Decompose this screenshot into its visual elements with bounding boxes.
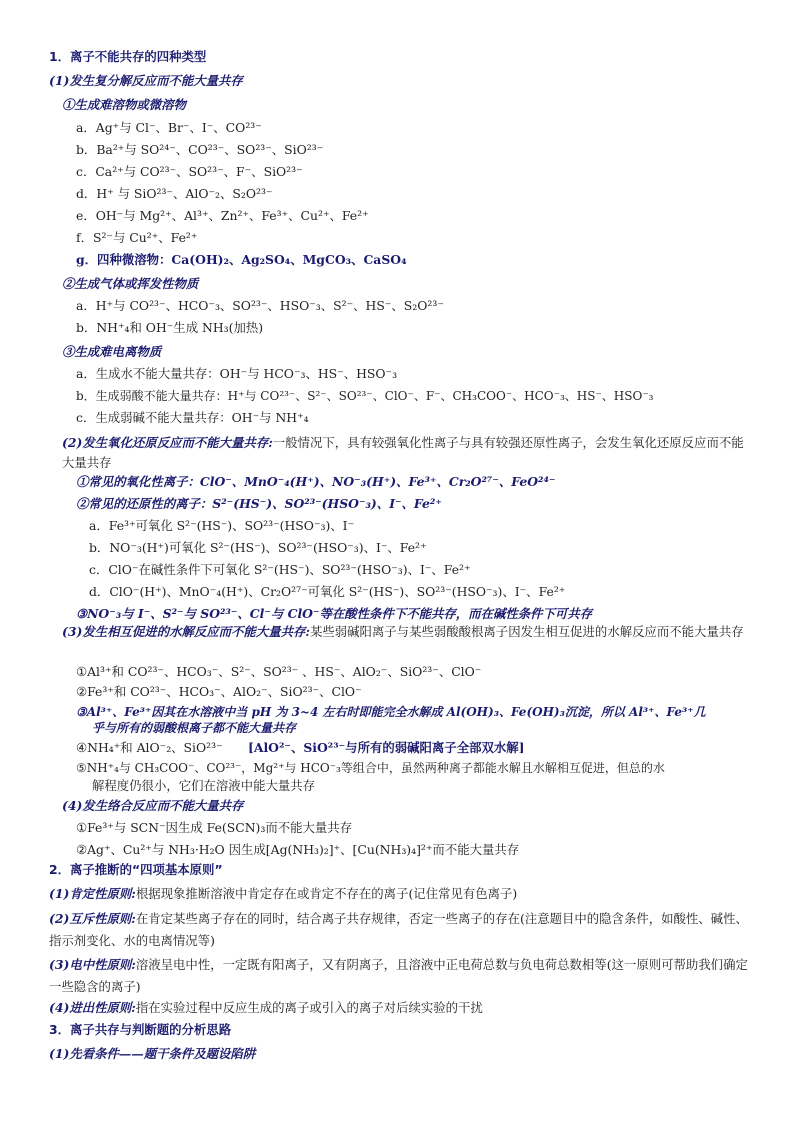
list-item: a．H⁺与 CO²³⁻、HCO⁻₃、SO²³⁻、HSO⁻₃、S²⁻、HS⁻、S₂O²³⁻ <box>76 298 444 313</box>
list-item: e．OH⁻与 Mg²⁺、Al³⁺、Zn²⁺、Fe³⁺、Cu²⁺、Fe²⁺ <box>76 208 369 223</box>
list-item: ②Ag⁺、Cu²⁺与 NH₃·H₂O 因生成[Ag(NH₃)₂]⁺、[Cu(NH₃)₄]²⁺而不能大量共存 <box>76 842 520 857</box>
principle-label: (4)进出性原则: <box>49 1000 136 1015</box>
list-item: f．S²⁻与 Cu²⁺、Fe²⁺ <box>76 230 198 245</box>
note-item: ③NO⁻₃与 I⁻、S²⁻与 SO²³⁻、Cl⁻与 ClO⁻等在酸性条件下不能共存，而在碱性条件下可共存 <box>76 606 593 621</box>
item-1-1-a-heading: ①生成难溶物或微溶物 <box>62 97 186 112</box>
list-item: ⑤NH⁺₄与 CH₃COO⁻、CO²³⁻，Mg²⁺与 HCO⁻₃等组合中，虽然两种离子都能水解且水解相互促进，但总的水 <box>76 761 665 775</box>
subsection-1-3 <box>62 622 752 642</box>
subsection-1-1-heading: (1)发生复分解反应而不能大量共存 <box>49 73 243 88</box>
principle-item <box>49 1000 483 1016</box>
principle-label: (2)互斥性原则: <box>49 911 136 926</box>
item-1-1-c-heading: ③生成难电离物质 <box>62 344 162 359</box>
section-1-heading: 1．离子不能共存的四种类型 <box>49 49 207 64</box>
principle-item <box>49 886 517 902</box>
subsection-3-1-heading: (1)先看条件——题干条件及题设陷阱 <box>49 1046 256 1061</box>
list-item: d．ClO⁻(H⁺)、MnO⁻₄(H⁺)、Cr₂O²⁷⁻可氧化 S²⁻(HS⁻)、SO²³⁻(HSO⁻₃)、I⁻、Fe²⁺ <box>89 584 566 599</box>
list-item: c．Ca²⁺与 CO²³⁻、SO²³⁻、F⁻、SiO²³⁻ <box>76 164 303 179</box>
principle-text: 指在实验过程中反应生成的离子或引入的离子对后续实验的干扰 <box>135 1000 483 1015</box>
list-item: a．Ag⁺与 Cl⁻、Br⁻、I⁻、CO²³⁻ <box>76 120 262 135</box>
list-item-note: [AlO²⁻、SiO²³⁻与所有的弱碱阳离子全部双水解] <box>248 740 525 755</box>
subsection-1-2-text: 一般情况下，具有较强氧化性离子与具有较强还原性离子，会发生氧化还原反应而不能大量共存 <box>62 435 744 470</box>
section-3-heading: 3．离子共存与判断题的分析思路 <box>49 1022 232 1037</box>
principle-item <box>49 954 749 998</box>
list-item: b．Ba²⁺与 SO²⁴⁻、CO²³⁻、SO²³⁻、SiO²³⁻ <box>76 142 324 157</box>
list-item-continued: 解程度仍很小，它们在溶液中能大量共存 <box>92 778 316 793</box>
subsection-1-3-heading: (3)发生相互促进的水解反应而不能大量共存: <box>62 624 310 639</box>
note-item: ③Al³⁺、Fe³⁺因其在水溶液中当 pH 为 3~4 左右时即能完全水解成 Al(OH)₃、Fe(OH)₃沉淀，所以 Al³⁺、Fe³⁺几 <box>76 705 706 719</box>
list-item: a．Fe³⁺可氧化 S²⁻(HS⁻)、SO²³⁻(HSO⁻₃)、I⁻ <box>89 518 355 533</box>
list-item: a．生成水不能大量共存：OH⁻与 HCO⁻₃、HS⁻、HSO⁻₃ <box>76 366 398 381</box>
subsection-1-2 <box>62 433 752 473</box>
list-item: d．H⁺ 与 SiO²³⁻、AlO⁻₂、S₂O²³⁻ <box>76 186 273 201</box>
list-item: ②Fe³⁺和 CO²³⁻、HCO₃⁻、AlO₂⁻、SiO²³⁻、ClO⁻ <box>76 684 362 699</box>
list-item: ①Al³⁺和 CO²³⁻、HCO₃⁻、S²⁻、SO²³⁻ 、HS⁻、AlO₂⁻、SiO²³⁻、ClO⁻ <box>76 664 482 679</box>
principle-text: 溶液呈电中性，一定既有阳离子，又有阴离子，且溶液中正电荷总数与负电荷总数相等(这一原则可帮助我们确定一些隐含的离子) <box>49 957 748 994</box>
principle-item <box>49 908 749 952</box>
principle-text: 根据现象推断溶液中肯定存在或肯定不存在的离子(记住常见有色离子) <box>135 886 518 901</box>
list-item: ②常见的还原性的离子：S²⁻(HS⁻)、SO²³⁻(HSO⁻₃)、I⁻、Fe²⁺ <box>76 496 442 511</box>
list-item: ①Fe³⁺与 SCN⁻因生成 Fe(SCN)₃而不能大量共存 <box>76 820 353 835</box>
principle-text: 在肯定某些离子存在的同时，结合离子共存规律，否定一些离子的存在(注意题目中的隐含条件，如酸性、碱性、指示剂变化、水的电离情况等) <box>49 911 748 948</box>
list-item: ④NH₄⁺和 AlO⁻₂、SiO²³⁻ <box>76 740 223 755</box>
list-item: b．NH⁺₄和 OH⁻生成 NH₃(加热) <box>76 320 264 335</box>
list-item-highlight: g．四种微溶物：Ca(OH)₂、Ag₂SO₄、MgCO₃、CaSO₄ <box>76 252 407 267</box>
list-item: b．生成弱酸不能大量共存：H⁺与 CO²³⁻、S²⁻、SO²³⁻、ClO⁻、F⁻、CH₃COO⁻、HCO⁻₃、HS⁻、HSO⁻₃ <box>76 389 654 403</box>
list-item: c．ClO⁻在碱性条件下可氧化 S²⁻(HS⁻)、SO²³⁻(HSO⁻₃)、I⁻、Fe²⁺ <box>89 562 471 577</box>
subsection-1-3-text: 某些弱碱阳离子与某些弱酸酸根离子因发生相互促进的水解反应而不能大量共存 <box>309 624 744 639</box>
section-2-heading: 2．离子推断的“四项基本原则” <box>49 862 223 877</box>
principle-label: (3)电中性原则: <box>49 957 136 972</box>
note-item-continued: 乎与所有的弱酸根离子都不能大量共存 <box>92 721 297 735</box>
list-item: ①常见的氧化性离子：ClO⁻、MnO⁻₄(H⁺)、NO⁻₃(H⁺)、Fe³⁺、Cr₂O²⁷⁻、FeO²⁴⁻ <box>76 474 556 489</box>
list-item: c．生成弱碱不能大量共存：OH⁻与 NH⁺₄ <box>76 410 309 425</box>
item-1-1-b-heading: ②生成气体或挥发性物质 <box>62 276 199 291</box>
principle-label: (1)肯定性原则: <box>49 886 136 901</box>
list-item: b．NO⁻₃(H⁺)可氧化 S²⁻(HS⁻)、SO²³⁻(HSO⁻₃)、I⁻、Fe²⁺ <box>89 540 427 555</box>
subsection-1-4-heading: (4)发生络合反应而不能大量共存 <box>62 798 244 813</box>
subsection-1-2-heading: (2)发生氧化还原反应而不能大量共存: <box>62 435 273 450</box>
